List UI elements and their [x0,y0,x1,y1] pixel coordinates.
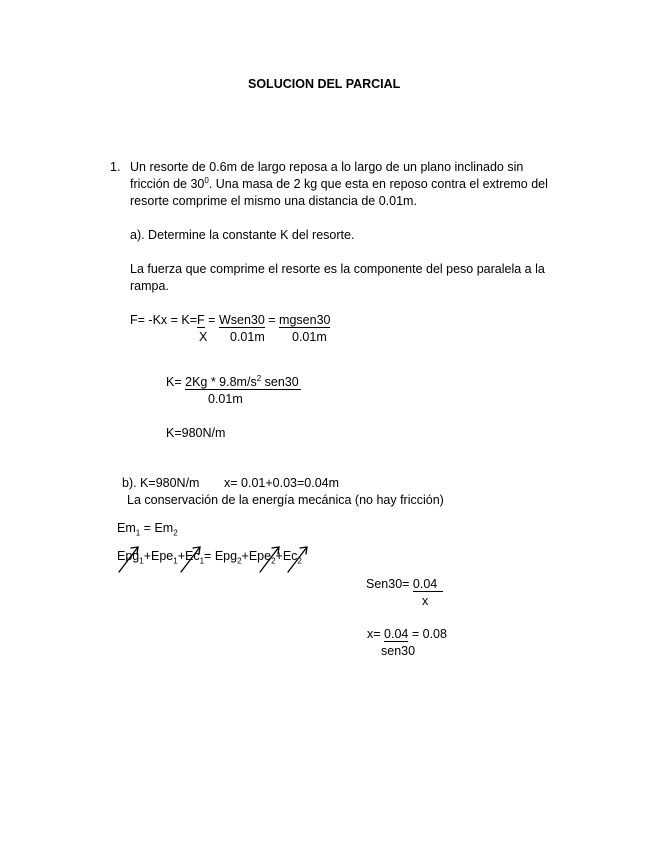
eq1-denominator-x: X [199,330,208,344]
problem-number: 1. [110,160,121,174]
term-ec2-sub: 2 [297,556,302,566]
eq1-equals-2: = [264,313,280,327]
part-b-line-2: La conservación de la energía mecánica (no hay fricción) [127,493,444,507]
part-a-text-2: rampa. [130,279,169,293]
eq1-equals: = [204,313,219,327]
problem-line-1: Un resorte de 0.6m de largo reposa a lo largo de un plano inclinado sin [130,160,524,174]
em-sub-2: 2 [173,528,178,538]
problem-line-2 [130,176,548,192]
term-ec1: +Ec [177,549,200,563]
x-prefix: x= [367,627,385,641]
eq1-f: F [197,313,205,327]
term-epe1-sub: 1 [173,556,178,566]
part-b-line-1-a: b). K=980N/m [122,476,200,490]
page-title: SOLUCION DEL PARCIAL [248,77,401,91]
sen-denominator: x [422,594,429,608]
term-epg2-sub: 2 [237,556,242,566]
term-epg2: = Epg [204,549,238,563]
problem-line-2-b: . Una masa de 2 kg que esta en reposo contra el extremo del [208,177,548,191]
em-b: = Em [140,521,174,535]
eq1-denominator-1: 0.01m [230,330,265,344]
k-result: K=980N/m [166,426,226,440]
energy-terms [117,548,302,564]
problem-line-3: resorte comprime el mismo una distancia de 0.01m. [130,194,417,208]
equation-1-numerator [130,312,330,328]
eq2-num-a: 2Kg * 9.8m/s [185,375,257,389]
x-result: = 0.08 [408,627,447,641]
eq1-mgsen30: mgsen30 [279,313,331,327]
part-b-line-1-b: x= 0.01+0.03=0.04m [224,476,340,490]
term-epe2-sub: 2 [271,556,276,566]
eq2-sup: 2 [256,373,262,383]
term-epg1: Epg [117,549,140,563]
eq1-prefix: F= -Kx = K= [130,313,198,327]
term-epe1: +Epe [143,549,174,563]
term-epg1-sub: 1 [139,556,144,566]
sen-prefix: Sen30= [366,577,413,591]
term-ec2: +Ec [275,549,298,563]
problem-line-2-a: fricción de 30 [130,177,205,191]
em-sub-1: 1 [135,528,141,538]
energy-equality [117,520,178,536]
eq2-numerator [185,375,301,390]
x-denominator: sen30 [381,644,416,658]
equation-2-numerator [166,374,301,390]
sen30-equation [366,576,443,592]
x-equation [367,626,447,642]
eq2-prefix: K= [166,375,186,389]
term-epe2: +Epe [241,549,272,563]
eq1-wsen30: Wsen30 [218,313,265,327]
part-a-question: a). Determine la constante K del resorte. [130,228,355,242]
part-a-text-1: La fuerza que comprime el resorte es la componente del peso paralela a la [130,262,545,276]
em-a: Em [117,521,136,535]
eq2-num-b: sen30 [261,375,299,389]
eq2-denominator: 0.01m [208,392,243,406]
term-ec1-sub: 1 [199,556,205,566]
degree-superscript: 0 [204,175,209,185]
eq1-denominator-2: 0.01m [292,330,327,344]
sen-numerator: 0.04 [413,577,443,592]
x-numerator: 0.04 [384,627,409,641]
